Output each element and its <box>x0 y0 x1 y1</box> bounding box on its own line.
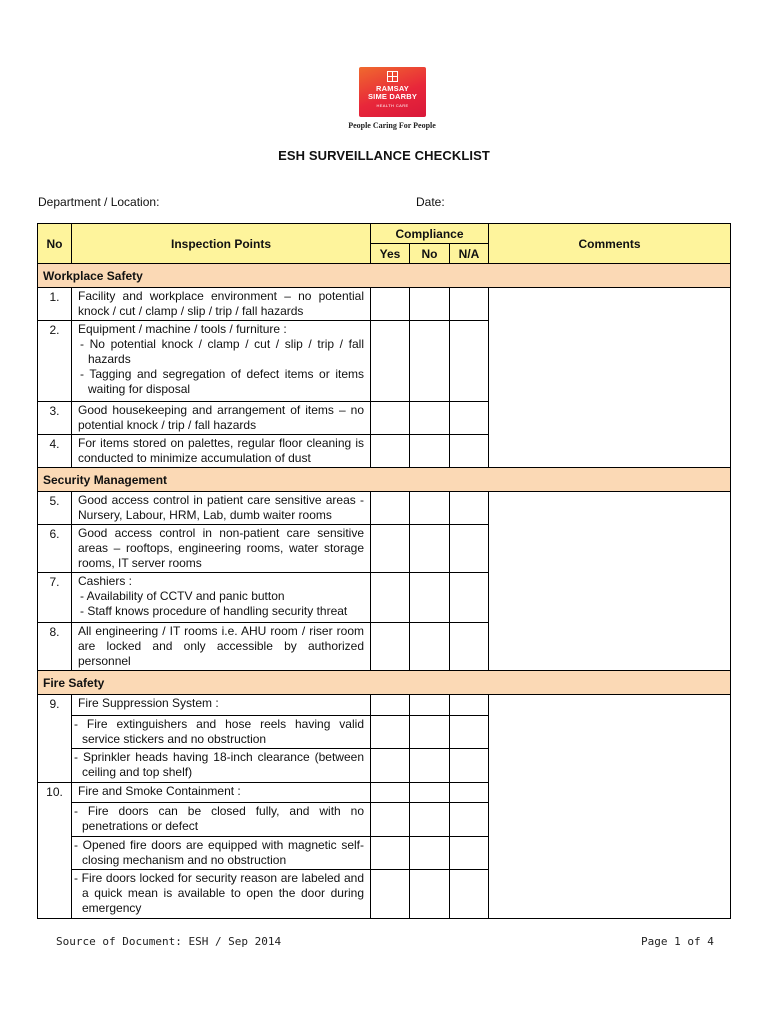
yes-checkbox[interactable] <box>371 837 410 870</box>
na-checkbox[interactable] <box>450 525 489 573</box>
inspection-sub-point: - Availability of CCTV and panic button <box>80 589 285 603</box>
comments-cell[interactable] <box>489 492 731 671</box>
inspection-point: Facility and workplace environment – no potential knock / cut / clamp / slip / trip / fall hazards <box>72 288 371 321</box>
date-label: Date: <box>416 195 445 209</box>
page-title: ESH SURVEILLANCE CHECKLIST <box>278 148 490 163</box>
section-fire-safety: Fire Safety <box>38 671 731 695</box>
inspection-point <box>72 321 371 402</box>
inspection-sub-point: - Staff knows procedure of handling security threat <box>80 604 348 618</box>
yes-checkbox[interactable] <box>371 573 410 623</box>
na-checkbox[interactable] <box>450 749 489 783</box>
na-checkbox[interactable] <box>450 870 489 919</box>
inspection-sub-point: - Fire extinguishers and hose reels having valid service stickers and no obstruction <box>72 716 371 749</box>
yes-checkbox[interactable] <box>371 525 410 573</box>
na-checkbox[interactable] <box>450 492 489 525</box>
item-number: 10. <box>38 783 72 919</box>
item-number: 6. <box>38 525 72 573</box>
no-checkbox[interactable] <box>410 435 450 468</box>
header-comments: Comments <box>489 224 731 264</box>
header-no: No <box>38 224 72 264</box>
na-checkbox[interactable] <box>450 803 489 837</box>
inspection-sub-point: - Fire doors can be closed fully, and with no penetrations or defect <box>72 803 371 837</box>
tagline: People Caring For People <box>348 121 436 130</box>
yes-checkbox[interactable] <box>371 402 410 435</box>
inspection-point: Fire and Smoke Containment : <box>72 783 371 803</box>
header-na: N/A <box>450 244 489 264</box>
inspection-sub-point: - Tagging and segregation of defect items or items waiting for disposal <box>80 367 364 396</box>
section-workplace-safety: Workplace Safety <box>38 264 731 288</box>
footer-source: Source of Document: ESH / Sep 2014 <box>56 935 282 948</box>
yes-checkbox[interactable] <box>371 435 410 468</box>
yes-checkbox[interactable] <box>371 870 410 919</box>
yes-checkbox[interactable] <box>371 783 410 803</box>
na-checkbox[interactable] <box>450 783 489 803</box>
item-number: 1. <box>38 288 72 321</box>
inspection-point: Good access control in patient care sensitive areas - Nursery, Labour, HRM, Lab, dumb waiter rooms <box>72 492 371 525</box>
na-checkbox[interactable] <box>450 623 489 671</box>
inspection-point-text: Equipment / machine / tools / furniture : <box>78 322 287 336</box>
item-number: 2. <box>38 321 72 402</box>
no-checkbox[interactable] <box>410 837 450 870</box>
logo-line3: HEALTH CARE <box>376 103 409 108</box>
yes-checkbox[interactable] <box>371 749 410 783</box>
inspection-point: Fire Suppression System : <box>72 695 371 716</box>
inspection-sub-point: - No potential knock / clamp / cut / slip / trip / fall hazards <box>80 337 364 366</box>
na-checkbox[interactable] <box>450 402 489 435</box>
yes-checkbox[interactable] <box>371 623 410 671</box>
inspection-point: Good access control in non-patient care sensitive areas – rooftops, engineering rooms, water storage rooms, IT server rooms <box>72 525 371 573</box>
yes-checkbox[interactable] <box>371 321 410 402</box>
header-no-option: No <box>410 244 450 264</box>
no-checkbox[interactable] <box>410 749 450 783</box>
logo-line2: SIME DARBY <box>367 92 418 101</box>
inspection-sub-point: - Opened fire doors are equipped with magnetic self-closing mechanism and no obstruction <box>72 837 371 870</box>
inspection-point: For items stored on palettes, regular floor cleaning is conducted to minimize accumulation of dust <box>72 435 371 468</box>
comments-cell[interactable] <box>489 288 731 468</box>
no-checkbox[interactable] <box>410 492 450 525</box>
no-checkbox[interactable] <box>410 288 450 321</box>
item-number: 5. <box>38 492 72 525</box>
yes-checkbox[interactable] <box>371 288 410 321</box>
na-checkbox[interactable] <box>450 321 489 402</box>
item-number: 9. <box>38 695 72 783</box>
na-checkbox[interactable] <box>450 573 489 623</box>
header-compliance: Compliance <box>371 224 489 244</box>
section-security-management: Security Management <box>38 468 731 492</box>
na-checkbox[interactable] <box>450 695 489 716</box>
comments-cell[interactable] <box>489 695 731 919</box>
no-checkbox[interactable] <box>410 695 450 716</box>
department-location-label: Department / Location: <box>38 195 160 209</box>
no-checkbox[interactable] <box>410 402 450 435</box>
yes-checkbox[interactable] <box>371 716 410 749</box>
ramsay-sime-darby-logo <box>359 67 426 117</box>
no-checkbox[interactable] <box>410 573 450 623</box>
no-checkbox[interactable] <box>410 870 450 919</box>
na-checkbox[interactable] <box>450 837 489 870</box>
no-checkbox[interactable] <box>410 321 450 402</box>
no-checkbox[interactable] <box>410 783 450 803</box>
logo-window-icon <box>387 71 398 82</box>
no-checkbox[interactable] <box>410 623 450 671</box>
no-checkbox[interactable] <box>410 716 450 749</box>
item-number: 4. <box>38 435 72 468</box>
inspection-point: All engineering / IT rooms i.e. AHU room / riser room are locked and only accessible by authorized personnel <box>72 623 371 671</box>
logo-line1: RAMSAY <box>375 84 409 93</box>
footer-page-number: Page 1 of 4 <box>641 935 714 948</box>
no-checkbox[interactable] <box>410 525 450 573</box>
inspection-point <box>72 573 371 623</box>
no-checkbox[interactable] <box>410 803 450 837</box>
item-number: 8. <box>38 623 72 671</box>
inspection-point: Good housekeeping and arrangement of items – no potential knock / trip / fall hazards <box>72 402 371 435</box>
yes-checkbox[interactable] <box>371 803 410 837</box>
checklist-table <box>37 223 731 919</box>
inspection-sub-point: - Sprinkler heads having 18-inch clearance (between ceiling and top shelf) <box>72 749 371 783</box>
item-number: 3. <box>38 402 72 435</box>
header-yes: Yes <box>371 244 410 264</box>
item-number: 7. <box>38 573 72 623</box>
inspection-sub-point: - Fire doors locked for security reason are labeled and a quick mean is available to open the door during emergency <box>72 870 371 919</box>
na-checkbox[interactable] <box>450 435 489 468</box>
yes-checkbox[interactable] <box>371 695 410 716</box>
na-checkbox[interactable] <box>450 716 489 749</box>
yes-checkbox[interactable] <box>371 492 410 525</box>
na-checkbox[interactable] <box>450 288 489 321</box>
inspection-point-text: Cashiers : <box>78 574 133 588</box>
header-inspection-points: Inspection Points <box>72 224 371 264</box>
